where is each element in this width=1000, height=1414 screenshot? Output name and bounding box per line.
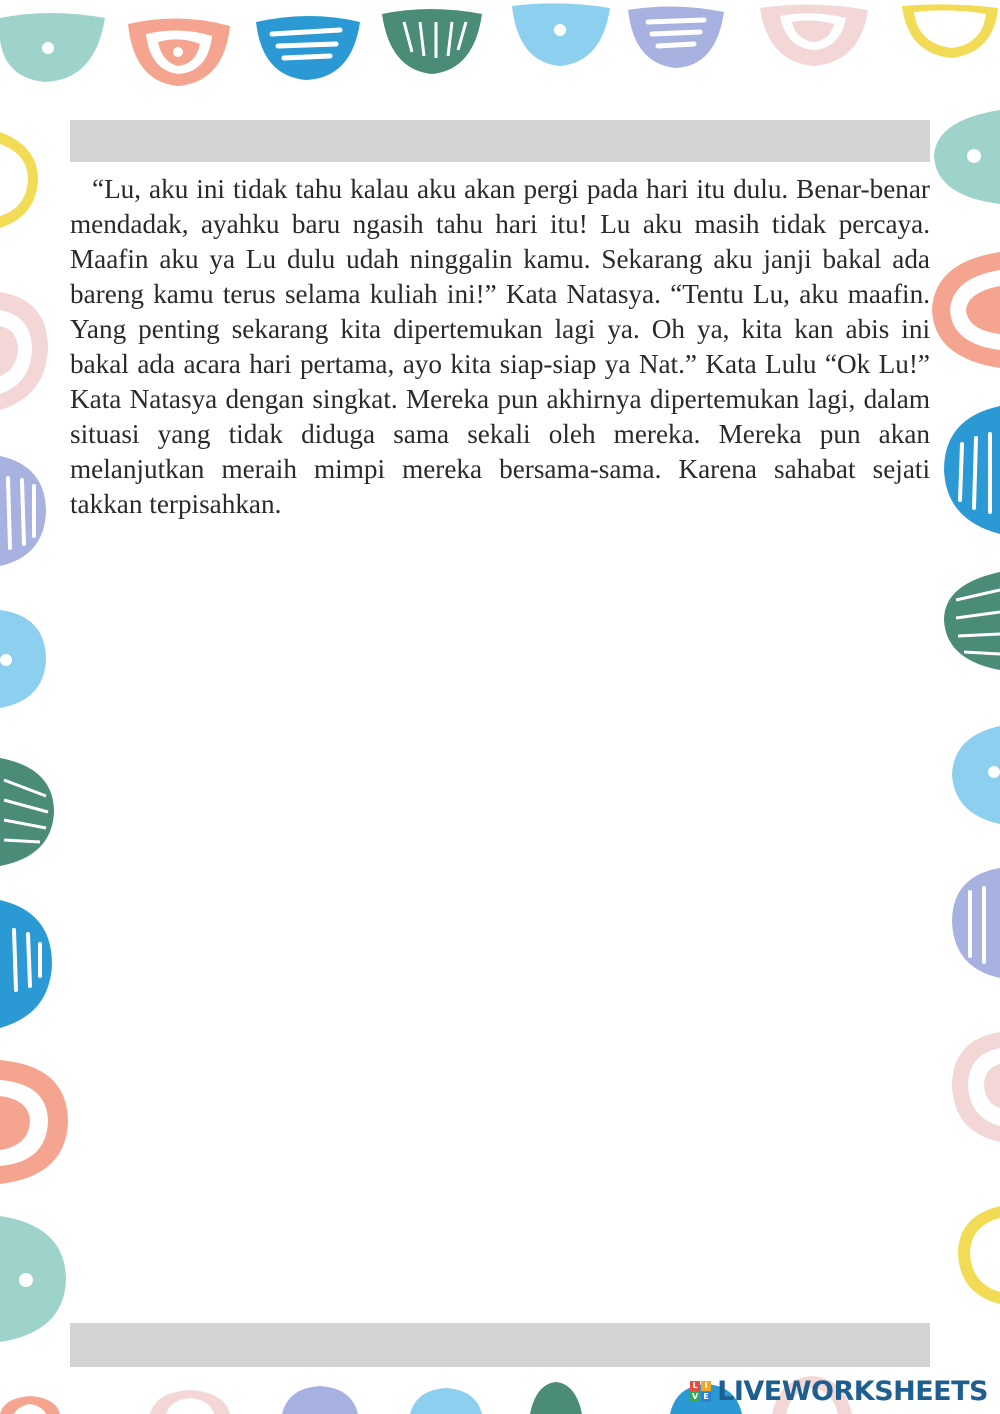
salmon-spiral-left — [0, 1060, 68, 1184]
salmon-spiral-top — [128, 18, 230, 86]
sky-shape-left — [0, 610, 46, 708]
blue-striped-shape-top — [256, 16, 360, 80]
logo-letter-v: V — [692, 1391, 699, 1401]
sky-shape-top — [512, 3, 610, 66]
dark-green-shape-top — [382, 9, 482, 74]
yellow-ring-right — [958, 1206, 1000, 1304]
dark-green-shape-left — [0, 758, 54, 866]
sky-shape-bottom — [410, 1388, 482, 1414]
blue-striped-shape-left — [0, 900, 52, 1028]
watermark-text: LIVEWORKSHEETS — [717, 1375, 988, 1407]
pale-pink-spiral-left — [0, 292, 48, 410]
dark-green-shape-right — [944, 572, 1000, 670]
logo-letter-i: I — [701, 1381, 711, 1391]
liveworksheets-watermark — [690, 1376, 988, 1406]
blue-striped-shape-right — [944, 406, 1000, 534]
footer-gray-bar — [70, 1323, 930, 1367]
yellow-ring-left — [0, 132, 38, 228]
salmon-shape-bottom — [0, 1396, 60, 1414]
teal-shape-left — [0, 1216, 66, 1342]
pale-pink-spiral-top — [760, 4, 868, 66]
lavender-shape-bottom — [282, 1386, 358, 1414]
lavender-striped-shape-left — [0, 456, 46, 566]
liveworksheets-logo-icon — [690, 1381, 711, 1402]
yellow-ring-top — [902, 4, 998, 58]
pale-pink-shape-bottom — [150, 1390, 230, 1414]
lavender-striped-shape-right — [952, 868, 1000, 978]
sky-shape-right — [952, 726, 1000, 824]
header-gray-bar — [70, 120, 930, 162]
story-paragraph: “Lu, aku ini tidak tahu kalau aku akan pergi pada hari itu dulu. Benar-benar mendadak, ayahku baru ngasih tahu hari itu! Lu aku masih tidak percaya. Maafin aku ya Lu dulu udah ninggalin kamu. Sekarang aku janji bakal ada bareng kamu terus selama kuliah ini!” Kata Natasya. “Tentu Lu, aku maafin. Yang penting sekarang kita dipertemukan lagi ya. Oh ya, kita kan abis ini bakal ada acara hari pertama, ayo kita siap-siap ya Nat.” Kata Lulu “Ok Lu!” Kata Natasya dengan singkat. Mereka pun akhirnya dipertemukan lagi, dalam situasi yang tidak diduga sama sekali oleh mereka. Mereka pun akan melanjutkan meraih mimpi mereka bersama-sama. Karena sahabat sejati takkan terpisahkan. — [70, 174, 930, 519]
lavender-striped-shape-top — [628, 6, 724, 68]
pale-pink-spiral-right — [952, 1032, 1000, 1142]
teal-shape-right — [934, 110, 1000, 204]
salmon-spiral-right — [932, 252, 1000, 368]
logo-letter-e: E — [701, 1392, 711, 1402]
dark-green-shape-bottom — [530, 1382, 582, 1414]
teal-shape-top-1 — [0, 13, 105, 82]
logo-letter-l: L — [690, 1381, 700, 1391]
